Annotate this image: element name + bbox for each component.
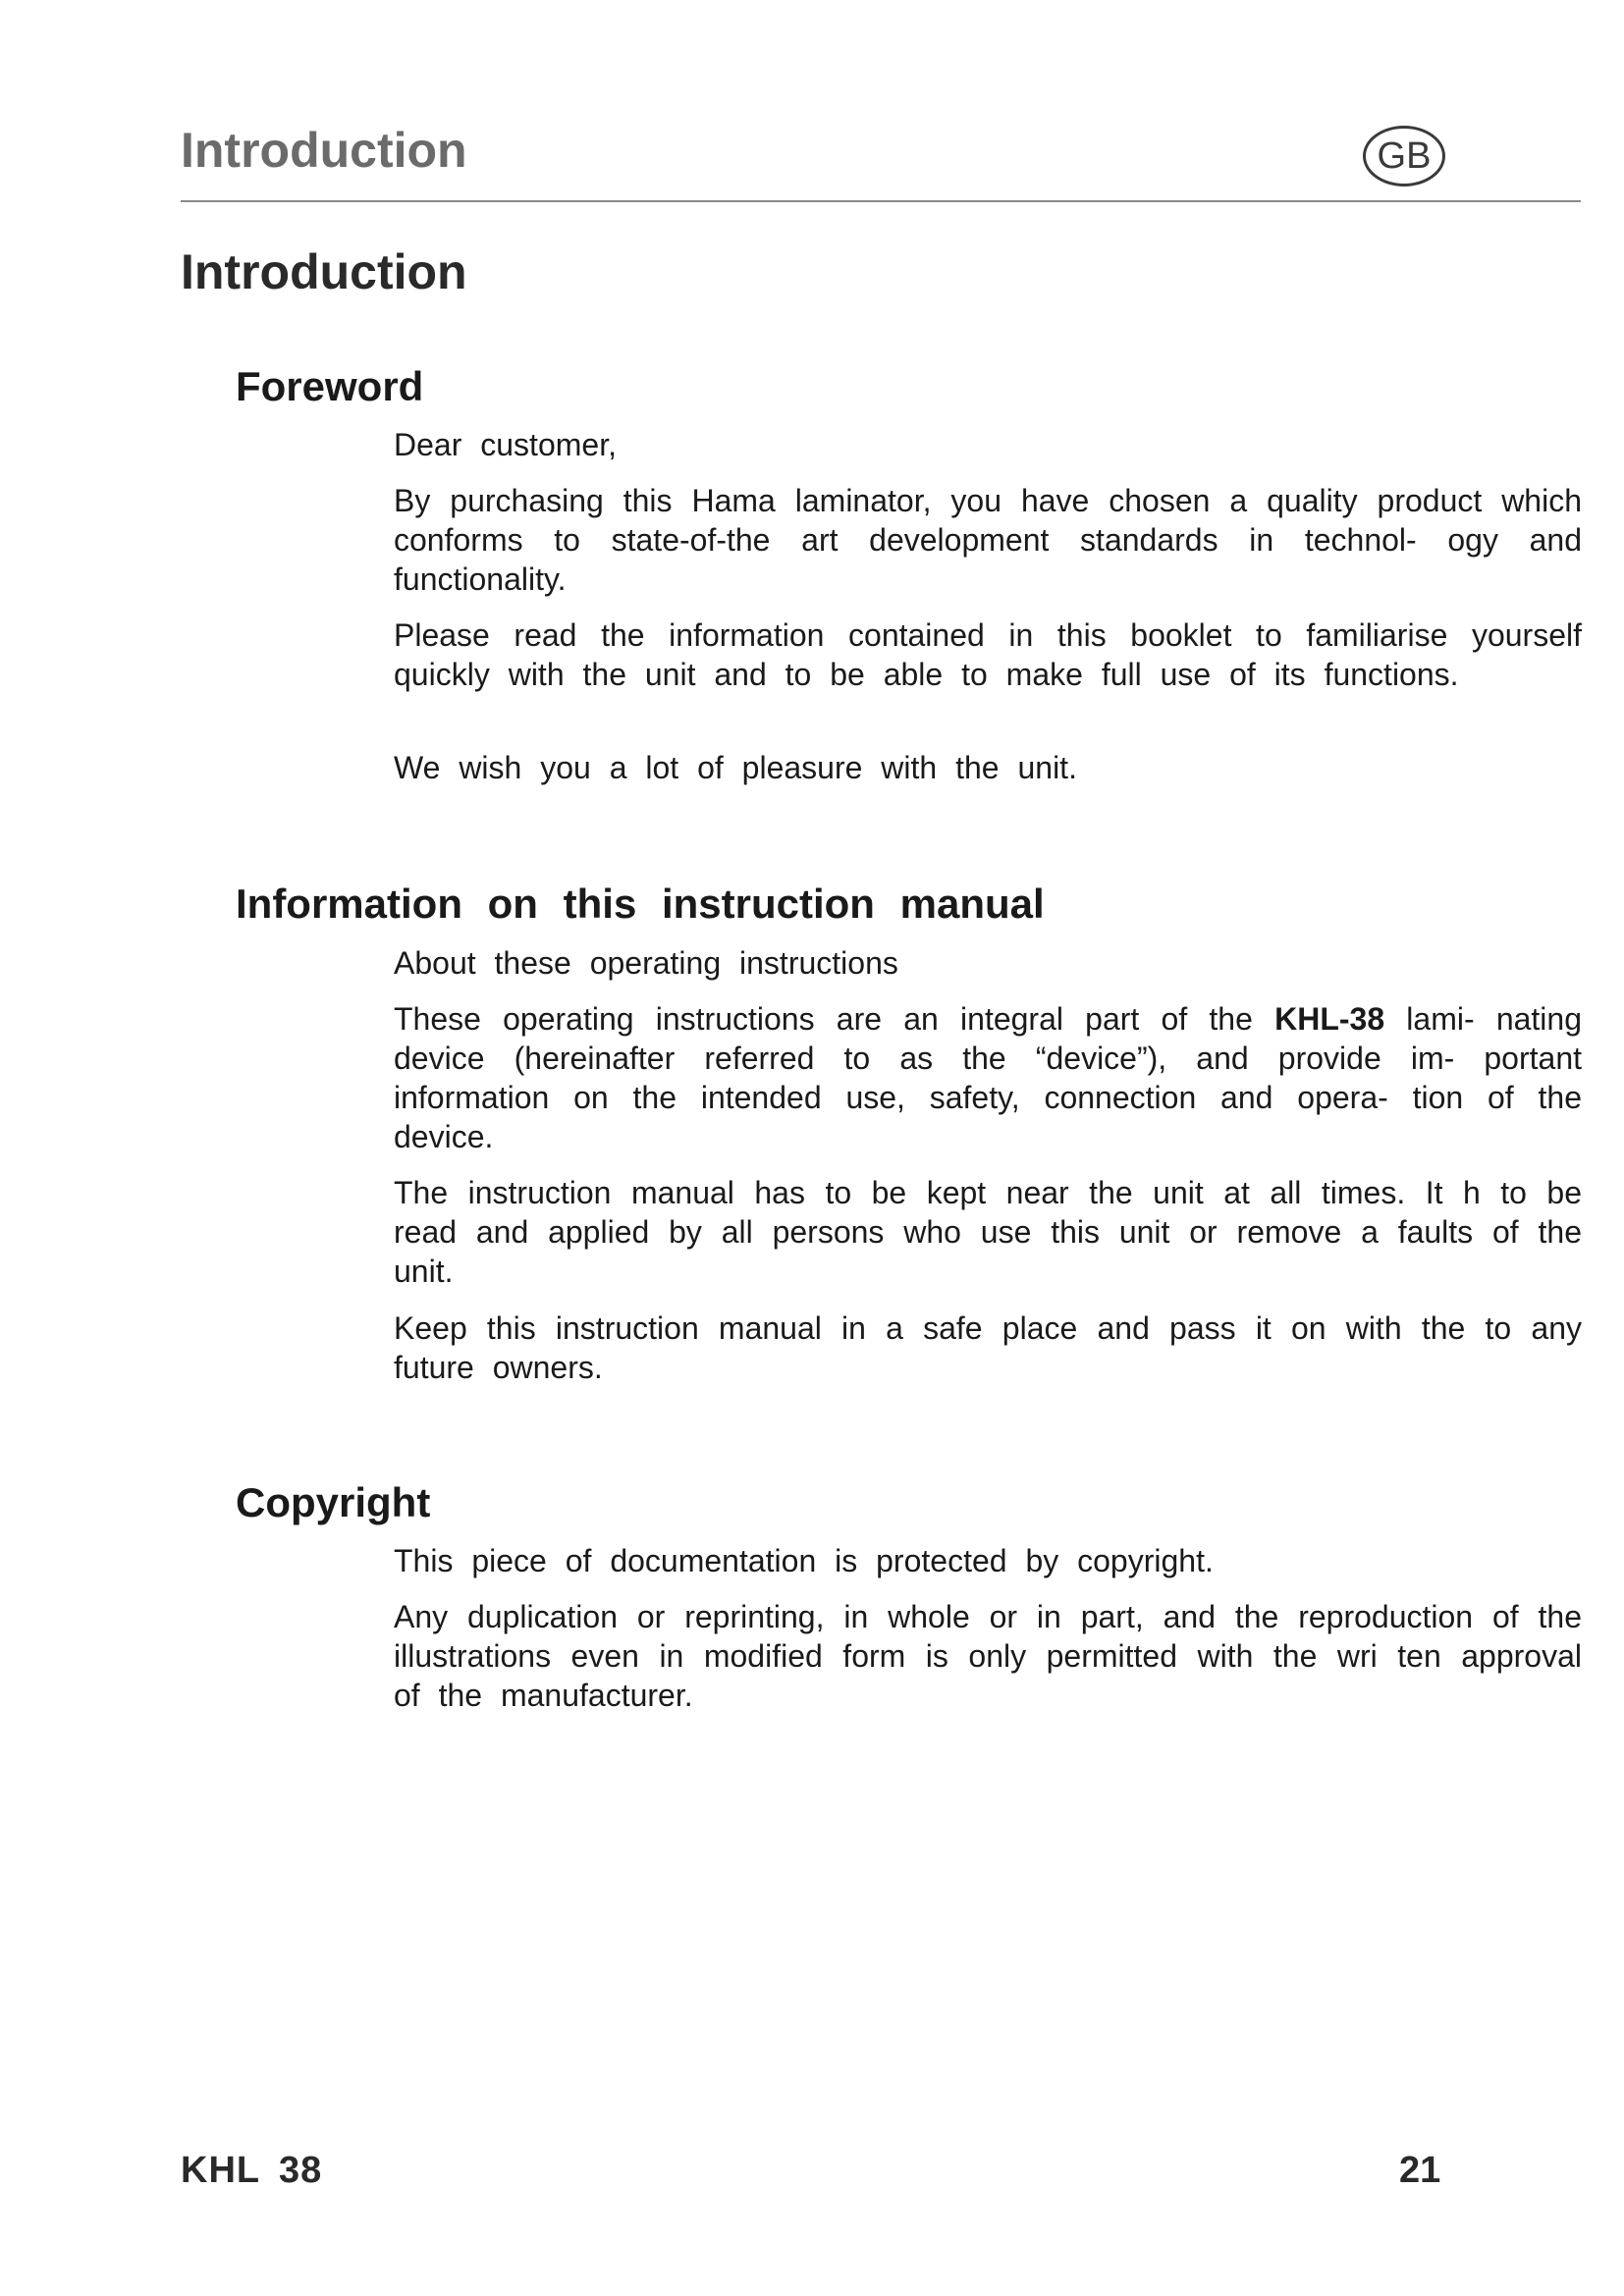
header-divider [181, 200, 1581, 202]
paragraph: Dear customer, [394, 427, 617, 462]
language-badge [1363, 126, 1445, 187]
paragraph: Keep this instruction manual in a safe place and pass it on with the to any future owners. [394, 1310, 1582, 1385]
paragraph: Any duplication or reprinting, in whole or in part, and the reproduction of the illustrations even in modified form is only permitted with the wri ten approval of the manufacturer. [394, 1599, 1582, 1713]
footer-page-number: 21 [1399, 2150, 1441, 2191]
text-run: lami- nating device (hereinafter referred to as the “device”), and provide im- portant information on the intended use, safety, connection and opera- tion of the device. [394, 1001, 1583, 1154]
paragraph: We wish you a lot of pleasure with the unit. [394, 750, 1077, 785]
paragraph: About these operating instructions [394, 945, 898, 981]
chapter-title: Introduction [181, 244, 467, 299]
paragraph: By purchasing this Hama laminator, you have chosen a quality product which conforms to state-of-the art development standards in technol- ogy and functionality. [394, 483, 1582, 597]
paragraph: Please read the information contained in this booklet to familiarise yourself quickly with the unit and to be able to make full use of its functions. [394, 617, 1582, 692]
paragraph: The instruction manual has to be kept near the unit at all times. It h to be read and applied by all persons who use this unit or remove a faults of the unit. [394, 1175, 1582, 1289]
footer-model-name: KHL 38 [181, 2150, 323, 2191]
section-heading-copyright: Copyright [236, 1479, 431, 1525]
text-run: These operating instructions are an integral part of the [394, 1001, 1275, 1037]
section-heading-information: Information on this instruction manual [236, 881, 1045, 927]
model-name-bold: KHL-38 [1274, 1001, 1385, 1037]
language-badge-label: GB [1377, 135, 1432, 177]
paragraph: This piece of documentation is protected by copyright. [394, 1543, 1214, 1578]
paragraph-khl38 [394, 999, 1582, 1156]
section-heading-foreword: Foreword [236, 363, 424, 409]
running-header-title: Introduction [181, 123, 467, 178]
